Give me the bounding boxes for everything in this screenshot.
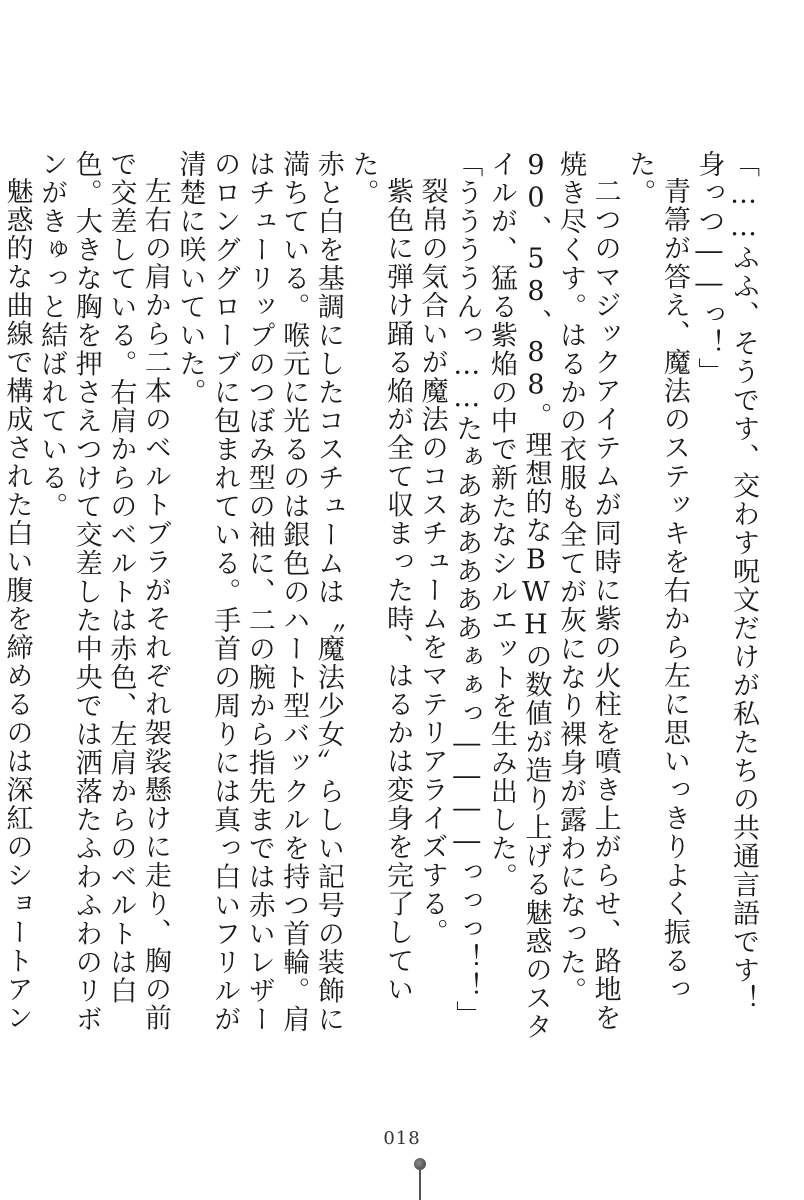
- paragraph: 赤と白を基調にしたコスチュームは〝魔法少女〟らしい記号の装飾に満ちている。喉元に光るのは銀色のハート型バックルを持つ首輪。肩はチューリップのつぼみ型の袖に、二の腕から指先までは赤いレザーのロンググローブに包まれている。手首の周りには真っ白いフリルが清楚に咲いていた。: [174, 150, 344, 1034]
- paragraph: 二つのマジックアイテムが同時に紫の火柱を噴き上がらせ、路地を焼き尽くす。はるかの衣服も全てが灰になり裸身が露わになった。90、58、88。理想的なBWHの数値が造り上げる魅惑のスタイルが、猛る紫焔の中で新たなシルエットを生み出した。: [485, 150, 621, 1041]
- paragraph: 裂帛の気合いが魔法のコスチュームをマテリアライズする。: [416, 177, 448, 947]
- bookmark-ribbon-line: [419, 1170, 421, 1200]
- paragraph: 「ううううんっ……たぁああああああぁぁっ――――っっっ！！」: [451, 150, 483, 1029]
- paragraph: 魅惑的な曲線で構成された白い腹を締めるのは深紅のショートアン: [1, 177, 33, 1032]
- paragraph: 青箒が答え、魔法のステッキを右から左に思いっきりよく振るった。: [624, 150, 690, 1004]
- page-number: 018: [383, 1128, 421, 1149]
- paragraph: 紫色に弾け踊る焔が全て収まった時、はるかは変身を完了していた。: [347, 150, 414, 1004]
- bookmark-ornament-icon: [414, 1158, 426, 1170]
- paragraph: 「……ふふ、そうです、交わす呪文だけが私たちの共通言語です！ 身っつ――っ！」: [693, 150, 759, 1042]
- paragraph: 左右の肩から二本のベルトブラがそれぞれ袈裟懸けに走り、胸の前で交差している。右肩からのベルトは赤色、左肩からのベルトは白色。大きな胸を押さえつけて交差した中央では洒落たふわふわのリボンがきゅっと結ばれている。: [36, 150, 171, 1034]
- vertical-text-body: [1, 150, 760, 1055]
